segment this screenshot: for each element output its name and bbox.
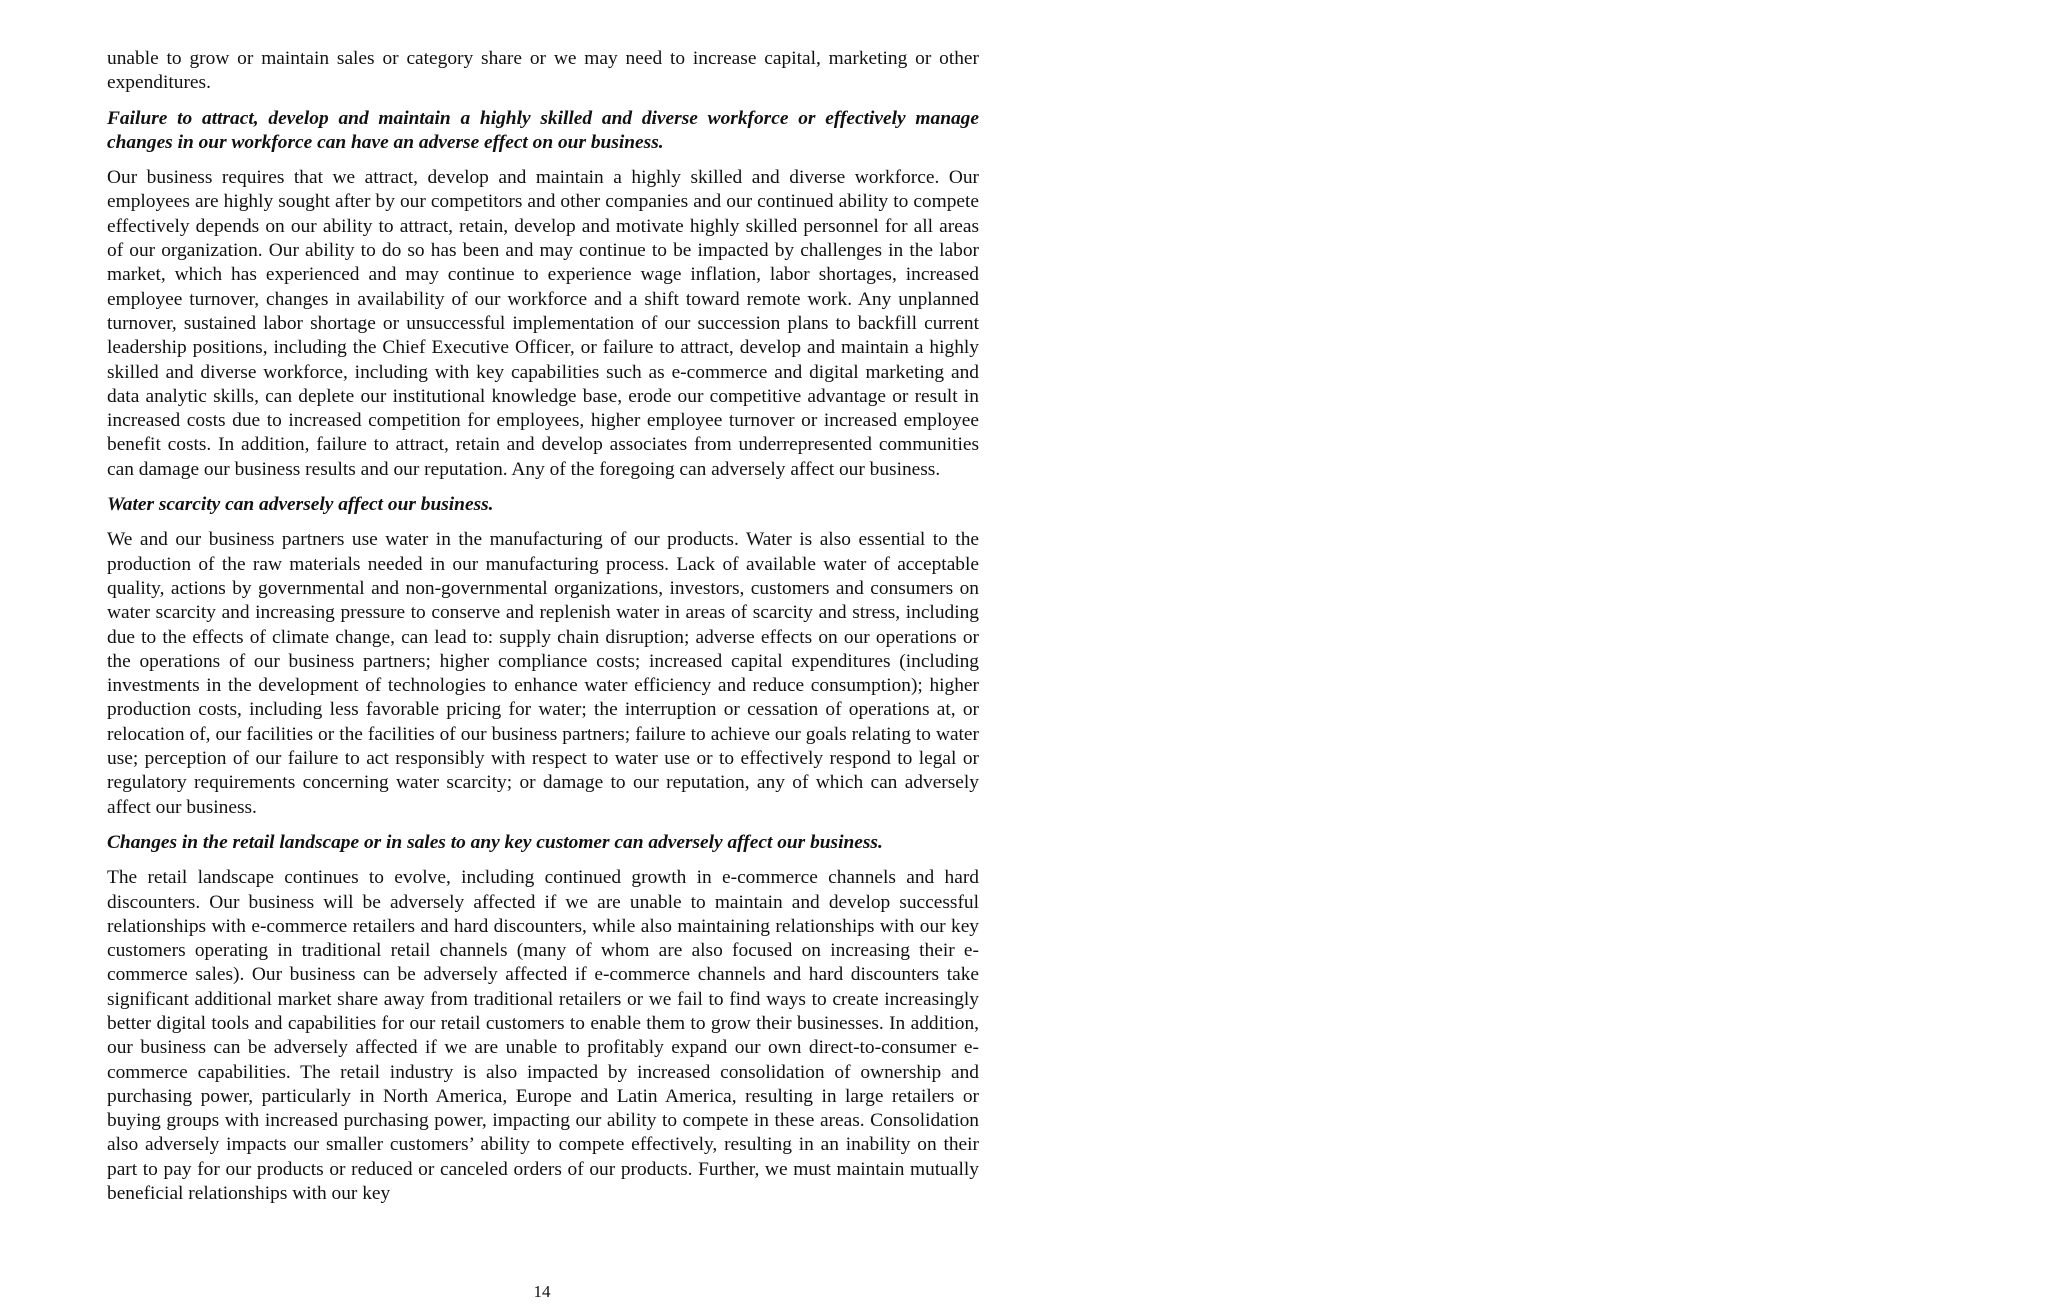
page-number: 14: [533, 1282, 551, 1301]
body-paragraph: Our business requires that we attract, develop and maintain a highly skilled and diverse workforce. Our employees are highly sought after by our competitors and other companies and our continued ability to compete effectively depends on our ability to attract, retain, develop and motivate highly skilled personnel for all areas of our organization. Our ability to do so has been and may continue to be impacted by challenges in the labor market, which has experienced and may continue to experience wage inflation, labor shortages, increased employee turnover, changes in availability of our workforce and a shift toward remote work. Any unplanned turnover, sustained labor shortage or unsuccessful implementation of our succession plans to backfill current leadership positions, including the Chief Executive Officer, or failure to attract, develop and maintain a highly skilled and diverse workforce, including with key capabilities such as e-commerce and digital marketing and data analytic skills, can deplete our institutional knowledge base, erode our competitive advantage or result in increased costs due to increased competition for employees, higher employee turnover or increased employee benefit costs. In addition, failure to attract, retain and develop associates from underrepresented communities can damage our business results and our reputation. Any of the foregoing can adversely affect our business.: [107, 167, 979, 480]
body-paragraph: The retail landscape continues to evolve, including continued growth in e-commerce channels and hard discounters. Our business will be adversely affected if we are unable to maintain and develop successful relationships with e-commerce retailers and hard discounters, while also maintaining relationships with our key customers operating in traditional retail channels (many of whom are also focused on increasing their e-commerce sales). Our business can be adversely affected if e-commerce channels and hard discounters take significant additional market share away from traditional retailers or we fail to find ways to create increasingly better digital tools and capabilities for our retail customers to enable them to grow their businesses. In addition, our business can be adversely affected if we are unable to profitably expand our own direct-to-consumer e-commerce capabilities. The retail industry is also impacted by increased consolidation of ownership and purchasing power, particularly in North America, Europe and Latin America, resulting in large retailers or buying groups with increased purchasing power, impacting our ability to compete in these areas. Consolidation also adversely impacts our smaller customers’ ability to compete effectively, resulting in an inability on their part to pay for our products or reduced or canceled orders of our products. Further, we must maintain mutually beneficial relationships with our key: [107, 867, 979, 1205]
document-page: [107, 47, 979, 1217]
body-paragraph: unable to grow or maintain sales or category share or we may need to increase capital, marketing or other expenditures.: [107, 48, 979, 94]
section-heading: Water scarcity can adversely affect our business.: [107, 494, 494, 516]
section-heading: Changes in the retail landscape or in sales to any key customer can adversely affect our business.: [107, 831, 883, 853]
body-paragraph: We and our business partners use water in the manufacturing of our products. Water is also essential to the production of the raw materials needed in our manufacturing process. Lack of available water of acceptable quality, actions by governmental and non-governmental organizations, investors, customers and consumers on water scarcity and increasing pressure to conserve and replenish water in areas of scarcity and stress, including due to the effects of climate change, can lead to: supply chain disruption; adverse effects on our operations or the operations of our business partners; higher compliance costs; increased capital expenditures (including investments in the development of technologies to enhance water efficiency and reduce consumption); higher production costs, including less favorable pricing for water; the interruption or cessation of operations at, or relocation of, our facilities or the facilities of our business partners; failure to achieve our goals relating to water use; perception of our failure to act responsibly with respect to water use or to effectively respond to legal or regulatory requirements concerning water scarcity; or damage to our reputation, any of which can adversely affect our business.: [107, 529, 979, 818]
section-heading: Failure to attract, develop and maintain a highly skilled and diverse workforce or effectively manage changes in our workforce can have an adverse effect on our business.: [107, 107, 979, 153]
